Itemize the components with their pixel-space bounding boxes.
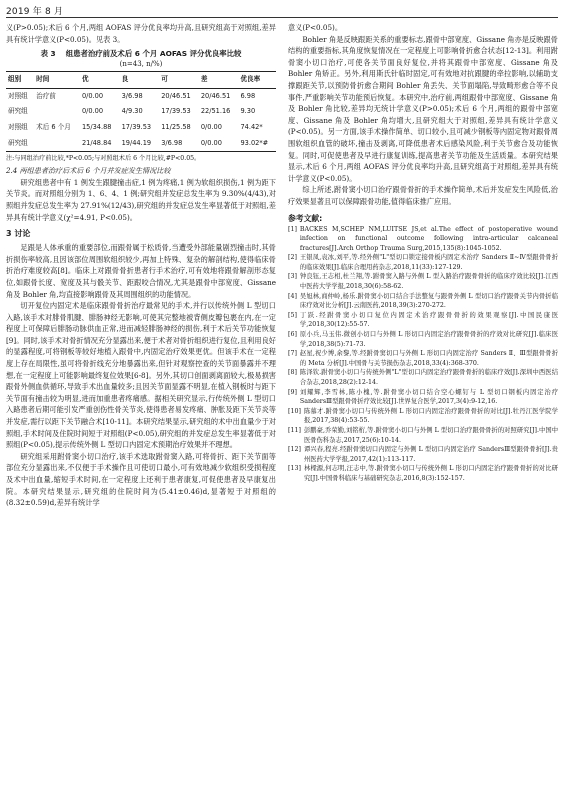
table-cell: 4/9.30 [121,107,143,116]
table-header-cell: 良 [121,75,129,84]
reference-number: [12] [288,446,301,454]
paragraph-discussion-continued: 意义(P<0.05)。 [288,23,343,32]
table-cell: 对照组 [8,91,28,100]
reference-text: BACKES M,SCHEP NM,LUITSE JS,et al.The effect of postoperative wound infection on functional outcome following intra-articular calcaneal fractures[J].Arch Orthop Trauma Surg,2015,135(8):1045-1052. [299,225,558,252]
reference-number: [6] [288,331,297,339]
paragraph-conclusion: 综上所述,跗骨窦小切口治疗跟骨骨折的手术操作简单,术后并发症发生风险低,治疗效果显著且可以保障跟骨功能,值得临床推广应用。 [288,185,558,206]
reference-item [288,330,558,349]
reference-text: 王银凤,袁冰,刘平,等.经外侧"L"型切口锁定接骨板内固定术治疗 Sanders Ⅱ~Ⅳ型跟骨骨折的临床效果[J].临床合理用药杂志,2018,11(33):127-129. [299,254,558,271]
reference-item [288,272,558,291]
table-cell: 22/51.16 [200,107,231,116]
reference-item [288,292,558,311]
table-3 [6,71,276,152]
table-cell: 6.98 [240,91,256,100]
table-cell [34,136,80,152]
table-cell: 研究组 [8,138,28,147]
reference-text: 林樑源,何志明,汪志中,等.跗骨窦小切口与传统外侧 L 形切口内固定治疗跟骨骨折的对比研究[J].中国骨科临床与基础研究杂志,2016,8(3):152-157. [303,465,558,482]
references-list [288,225,558,484]
reference-item [288,349,558,368]
table-cell: 9.30 [240,107,256,116]
table-cell: 0/0.00 [81,107,104,116]
reference-item [288,253,558,272]
table-header-row [6,72,276,89]
table-cell: 93.02*# [240,138,269,147]
reference-number: [2] [288,254,297,262]
header-rule [6,17,558,18]
table-3-title [6,48,276,59]
left-column [6,22,276,509]
subsection-heading-2-4: 2.4 两组患者治疗后术后 6 个月并发症发生情况比较 [6,166,171,176]
reference-number: [1] [288,225,297,233]
table-cell: 11/25.58 [161,122,191,131]
table-cell: 治疗前 [36,91,56,100]
table-header-cell: 时间 [36,75,50,84]
reference-item [288,445,558,464]
table-3-caption: 组患者治疗前及术后 6 个月 AOFAS 评分优良率比较 [65,49,242,59]
table-header-cell: 优 [81,75,89,84]
reference-item [288,225,558,254]
table-cell: 20/46.51 [200,91,231,100]
paragraph-results-continued: 义(P>0.05);术后 6 个月,两组 AOFAS 评分优良率均升高,且研究组高于对照组,差异具有统计学意义(P<0.05)。见表 3。 [6,23,276,44]
paragraph-discussion-3: 研究组采用跗骨窦小切口治疗,该手术选取跗骨窦入路,可将骨折、距下关节面等部位充分显露出来,不仅便于手术操作且可使切口最小,可有效地减少软组织受损程度及术中出血量,缩短手术时间,在一定程度上还利于患者康复,可促使患者及早康复出院。本研究结果显示,研究组的住院时间为(5.41±0.46)d,显著短于对照组的(8.32±0.59)d,差异有统计学 [6,451,276,508]
table-3-subtitle: (n=43, n/%) [119,60,163,69]
reference-item [288,388,558,407]
reference-text: 刘耀辉,李雪林,陈小槐,等.跗骨窦小切口结合空心螺钉与 L 型切口钢板内固定治疗 SandersⅢ型跟骨骨折疗效比较[J].世界复合医学,2017,3(4):9-12,16. [299,388,558,406]
table-cell: 术后 6 个月 [36,122,71,131]
table-cell: 0/0.00 [81,91,104,100]
reference-number: [10] [288,407,301,415]
reference-number: [5] [288,311,297,319]
table-cell: 研究组 [8,107,28,116]
table-cell: 17/39.53 [121,122,152,131]
paragraph-complications: 研究组患者中有 1 例发生跟腱撞击症,1 例为疼痛,1 例为软组织损伤,1 例为距下关节炎。而对照组分别为 1、6、4、1 例;研究组并发症总发生率为 9.30%(4/43),对照组并发症总发生率为 27.91%(12/43),研究组的并发症总发生率显著低于对照组,差异具有统计学意义(χ²=4.91, P<0.05)。 [6,177,276,222]
page-header-date: 2019 年 8 月 [6,7,64,17]
table-header-cell: 差 [200,75,208,84]
reference-item [288,311,558,330]
table-3-note: 注:与同组治疗前比较,*P<0.05;与对照组术后 6 个月比较,#P<0.05。 [6,155,201,163]
reference-text: 丁跃.经跗骨窦小切口复位内固定术治疗跟骨骨折的效果观察[J].中国民康医学,2018,30(12):55-57. [299,311,558,329]
paragraph-discussion-4: Bohler 角是反映跟距关系的重要标志,跟骨中部宽度、Gissane 角亦是反映跟骨结构的重要指标,其角度恢复情况在一定程度上可影响骨折愈合状态[12-13]。利用跗骨窦小切口治疗,可使各关节面良好复位,并将其跟骨中部宽度、Gissane 角及 Bohler 角矫正。另外,利用斯氏针临时固定,可有效地对抗跟腱的牵拉影响,以辅助支撑跟距关节,以预防骨折愈合期间 Bohler 角丢失、关节面塌陷,导致畸形愈合等不良事件,严重影响关节功能预后恢复。本研究中,治疗前,两组跟骨中部宽度、Gissane 角及 Bohler 角比较,差异均无统计学意义(P>0.05);术后 6 个月,两组的跟骨中部宽度、Gissane 角及 Bohler 角均增大,且研究组大于对照组,差异具有统计学意义(P<0.05)。另一方面,该手术操作简单、切口较小,且可减少钢板等内固定物对跟骨周围软组织血管的破坏,撞击及剥离,可降低患者术后感染风险,利于关节愈合及功能恢复。同时,可促使患者及早进行康复训练,提高患者关节功能及生活质量。本研究结果显示,术后 6 个月,两组 AOFAS 评分优良率均升高,且研究组高于对照组,差异具有统计学意义(P<0.05)。 [288,34,558,183]
reference-item [288,426,558,445]
reference-item [288,464,558,483]
table-cell: 21/48.84 [81,138,112,147]
reference-item [288,407,558,426]
reference-number: [9] [288,388,297,396]
table-cell: 20/46.51 [161,91,191,100]
table-cell: 对照组 [8,122,28,131]
references-heading: 参考文献: [288,213,323,223]
reference-text: 陈慕才.跗骨窦小切口与传统外侧 L 形切口内固定治疗跟骨骨折的对比[J].牡丹江医学院学报,2017,38(4):53-55. [303,407,558,425]
reference-number: [4] [288,292,297,300]
right-column [288,22,558,484]
paragraph-discussion-1: 足跟是人体承重的重要部位,而跟骨属于松质骨,当遭受外部能量剧烈撞击时,其骨折损伤率较高,且因该部位周围软组织较少,再加上特殊、复杂的解剖结构,使得临床骨折治疗难度较高[8]。临床上对跟骨骨折患者行手术治疗,可有效地将跟骨解剖形态复位,如跟骨长度、宽度及其与骰关节、距跟咬合情况,尤其是跟骨中部宽度、Gissane 角及 Bohler 角,均直接影响跟骨及其周围组织的功能情况。 [6,243,276,299]
table-header-cell: 可 [161,75,168,84]
table-header-cell: 组别 [8,75,22,84]
reference-number: [13] [288,465,301,473]
table-cell: 3/6.98 [161,138,183,147]
reference-text: 谭兴春,程亮.经跗骨窦切口内固定与外侧 L 型切口内固定治疗 SandersⅢ型跟骨骨折[J].贵州医药大学学报,2017,42(1):113-117. [303,446,558,463]
reference-text: 赵星,祝少博,余黎,等.经跗骨窦切口与外侧 L 形切口内固定治疗 Sanders Ⅱ、Ⅲ型跟骨骨折的 Meta 分析[J].中国骨与关节损伤杂志,2018,33(4):368-370. [299,350,558,367]
reference-text: 吴旭林,商仲岭,杨乐.跗骨窦小切口结合手法整复与跟骨外侧 L 型切口治疗跟骨关节内骨折临床疗效对比分析[J].云南医药,2018,39(3):270-272. [299,292,558,310]
table-cell: 3/6.98 [121,91,143,100]
table-cell: 15/34.88 [81,122,112,131]
table-row [6,104,276,120]
reference-text: 钟良钰,王志相,杜兰翔,等.跗骨窦入路与外侧 L 型入路治疗跟骨骨折的临床疗效比较[J].江西中医药大学学报,2018,30(6):58-62. [299,273,558,291]
table-cell: 0/0.00 [200,138,222,147]
reference-text: 彭鹏豪,乔荣勤,刘铭桁,等.跗骨窦小切口与外侧 L 型切口治疗跟骨骨折的对照研究[J].中国中医骨伤科杂志,2017,25(6):10-14. [303,426,558,444]
section-heading-discussion: 3 讨论 [6,229,31,239]
table-3-number: 表 3 [40,49,56,59]
reference-number: [3] [288,273,297,281]
table-cell: 19/44.19 [121,138,152,147]
reference-text: 原小兵,马玉伟.微创小切口与外侧 L 形切口内固定治疗跟骨骨折的疗效对比研究[J].临床医学,2018,38(5):71-73. [299,331,558,348]
table-row [6,136,276,152]
reference-number: [7] [288,350,297,358]
table-row [6,120,276,136]
table-cell: 0/0.00 [200,122,222,131]
table-row [6,88,276,104]
table-header-cell: 优良率 [240,75,261,84]
reference-item [288,368,558,387]
table-cell: 17/39.53 [161,107,191,116]
table-cell [34,104,80,120]
reference-number: [8] [288,369,297,377]
reference-number: [11] [288,426,301,434]
table-cell: 74.42* [240,122,263,131]
paragraph-discussion-2: 切开复位内固定术是临床跟骨骨折治疗最常见的手术,并行以传统外侧 L 型切口入路,该手术对腓骨肌腱、腓肠神经无影响,可使其完整地被背侧皮瓣包裹在内,在一定程度上可保障后腓肠动脉供血正常,进而减轻腓肠神经的损伤,利于术后关节功能恢复[9]。同时,该手术对骨折情况充分显露出来,便于术者对骨折组织进行复位,且利用良好的显露程度,可将钢板等较好地植入跟骨中,内固定治疗效果更优。但该手术在一定程度上存在局限性,虽可将骨折线充分地暴露出来,但针对观察控查的关节面暴露并不理想,在一定程度上可能影响最终复位效果[6-8]。另外,其切口创面剥离面较大,极易损害跟骨外侧血供循环,导致手术出血量较多;且因关节面显露不明显,在植入钢板时与距下关节面有撞击较为明显,进而加重患者疼痛感。据相关研究显示,行传统外侧 L 型切口入路患者后期可能引发严重创伤性骨关节炎,使得患者易发疼痛、肿胀及距下关节炎等并发症,需行以距下关节融合术[10-11]。本研究结果显示,研究组的术中出血量少于对照组,手术时间及住院时间短于对照组(P<0.05),研究组的并发症总发生率显著低于对照组(P<0.05),提示传统外侧 L 型切口内固定术预期治疗效果并不理想。 [6,301,276,450]
reference-text: 陈泽钦.跗骨窦小切口与传统外侧"L"型切口内固定治疗跟骨骨折的临床疗效[J].深圳中西医结合杂志,2018,28(2):12-14. [299,369,558,386]
